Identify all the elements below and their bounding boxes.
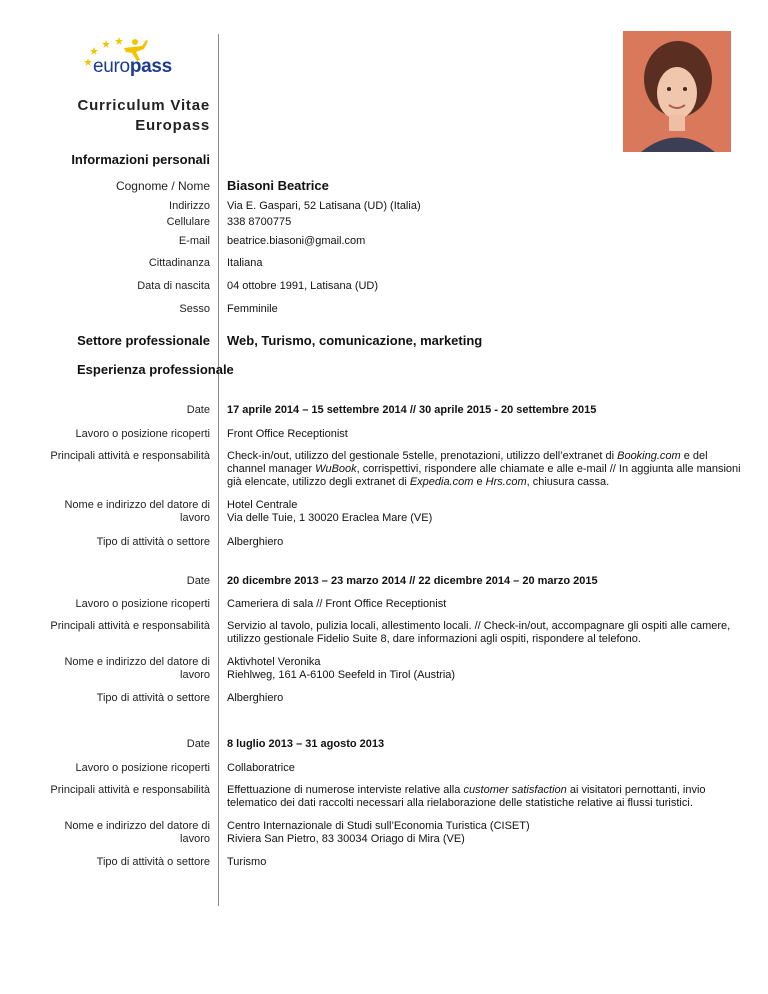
label-gender: Sesso xyxy=(179,303,210,315)
gender-value: Femminile xyxy=(227,303,278,315)
job-employer: Hotel Centrale Via delle Tuie, 1 30020 Eraclea Mare (VE) xyxy=(227,499,433,524)
label-citizenship: Cittadinanza xyxy=(148,257,210,269)
job-employer: Centro Internazionale di Studi sull’Economia Turistica (CISET) Riviera San Pietro, 83 30034 Oriago di Mira (VE) xyxy=(227,820,530,845)
label-employer: Nome e indirizzo del datore di lavoro xyxy=(64,820,210,845)
full-name: Biasoni Beatrice xyxy=(227,178,329,193)
label-birth-date: Data di nascita xyxy=(137,280,210,292)
address-value: Via E. Gaspari, 52 Latisana (UD) (Italia) xyxy=(227,200,421,212)
birth-date-value: 04 ottobre 1991, Latisana (UD) xyxy=(227,280,379,292)
label-sector-type: Tipo di attività o settore xyxy=(96,536,210,548)
label-role: Lavoro o posizione ricoperti xyxy=(75,598,210,610)
job-date: 17 aprile 2014 – 15 settembre 2014 // 30 aprile 2015 - 20 settembre 2015 xyxy=(227,404,597,416)
section-personal-info: Informazioni personali xyxy=(71,152,210,167)
job-role: Cameriera di sala // Front Office Receptionist xyxy=(227,598,447,610)
professional-sector-value: Web, Turismo, comunicazione, marketing xyxy=(227,333,483,348)
job-sector-type: Turismo xyxy=(227,856,267,868)
email-value: beatrice.biasoni@gmail.com xyxy=(227,235,366,247)
document-title: Curriculum Vitae Europass xyxy=(77,97,210,134)
job-role: Collaboratrice xyxy=(227,762,295,774)
profile-photo xyxy=(623,31,731,152)
label-sector-type: Tipo di attività o settore xyxy=(96,692,210,704)
job-date: 8 luglio 2013 – 31 agosto 2013 xyxy=(227,738,385,750)
label-role: Lavoro o posizione ricoperti xyxy=(75,762,210,774)
label-address: Indirizzo xyxy=(169,200,210,212)
label-email: E-mail xyxy=(178,235,210,247)
label-role: Lavoro o posizione ricoperti xyxy=(75,428,210,440)
job-employer: Aktivhotel Veronika Riehlweg, 161 A-6100 Seefeld in Tirol (Austria) xyxy=(227,656,456,681)
section-work-experience: Esperienza professionale xyxy=(77,362,234,377)
label-duties: Principali attività e responsabilità xyxy=(50,620,210,632)
section-professional-sector: Settore professionale xyxy=(77,333,210,348)
job-duties: Servizio al tavolo, pulizia locali, allestimento locali. // Check-in/out, accompagnare gli ospiti alle camere, utilizzo gestionale Fidelio Suite 8, dare informazioni agli ospiti, rispondere al telefono. xyxy=(227,620,731,645)
europass-logo-text: europass xyxy=(93,56,172,77)
job-duties: Effettuazione di numerose interviste relative alla customer satisfaction ai visitatori pernottanti, invio telematico dei dati raccolti necessari alla rielaborazione delle statistiche relative ai flussi turistici. xyxy=(227,784,706,809)
column-divider xyxy=(218,34,219,906)
mobile-value: 338 8700775 xyxy=(227,216,292,228)
label-date: Date xyxy=(186,738,210,750)
job-date: 20 dicembre 2013 – 23 marzo 2014 // 22 dicembre 2014 – 20 marzo 2015 xyxy=(227,575,598,587)
label-date: Date xyxy=(186,575,210,587)
label-employer: Nome e indirizzo del datore di lavoro xyxy=(64,656,210,681)
label-employer: Nome e indirizzo del datore di lavoro xyxy=(64,499,210,524)
job-role: Front Office Receptionist xyxy=(227,428,348,440)
label-sector-type: Tipo di attività o settore xyxy=(96,856,210,868)
job-duties: Check-in/out, utilizzo del gestionale 5stelle, prenotazioni, utilizzo dell’extranet di Booking.com e del channel manager WuBook, corrispettivi, rispondere alle chiamate e alle e-mail // In aggiunta alle mansioni già elencate, utilizzo degli extranet di Expedia.com e Hrs.com, chiusura cassa. xyxy=(227,450,741,488)
label-date: Date xyxy=(186,404,210,416)
label-mobile: Cellulare xyxy=(166,216,210,228)
citizenship-value: Italiana xyxy=(227,257,263,269)
job-sector-type: Alberghiero xyxy=(227,692,284,704)
label-surname-name: Cognome / Nome xyxy=(115,179,210,193)
job-sector-type: Alberghiero xyxy=(227,536,284,548)
label-duties: Principali attività e responsabilità xyxy=(50,784,210,796)
label-duties: Principali attività e responsabilità xyxy=(50,450,210,462)
